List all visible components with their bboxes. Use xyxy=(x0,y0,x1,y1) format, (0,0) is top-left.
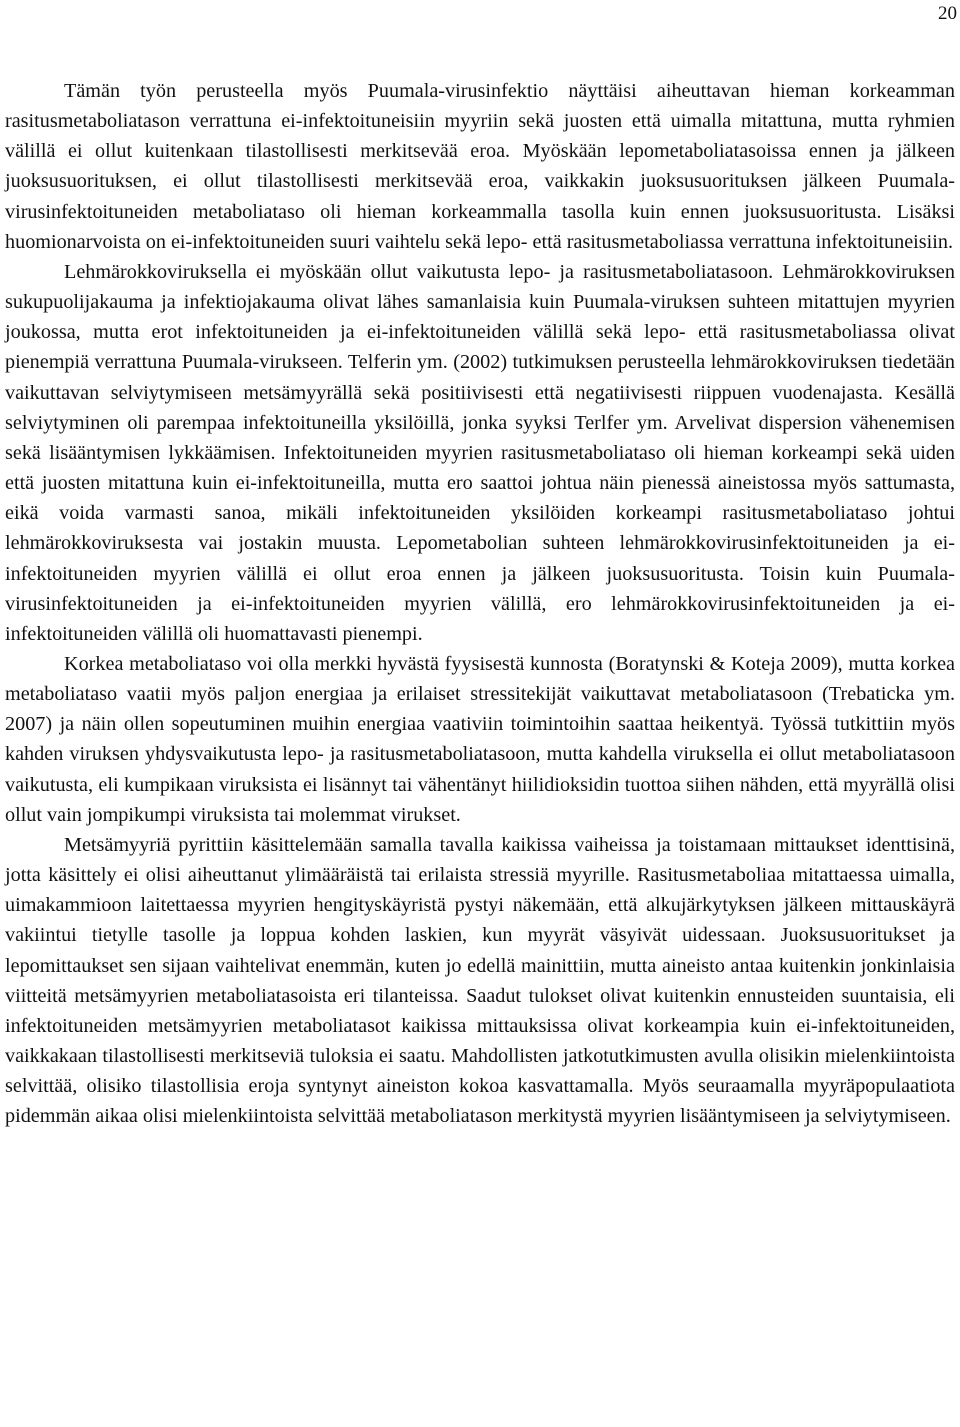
paragraph-cowpox-results: Lehmärokkoviruksella ei myöskään ollut vaikutusta lepo- ja rasitusmetaboliatasoon. Lehmärokkoviruksen sukupuolijakauma ja infektiojakauma olivat lähes samanlaisia kuin Puumala-viruksen suhteen mitattujen myyrien joukossa, mutta erot infektoituneiden ja ei-infektoituneiden välillä sekä lepo- että rasitusmetaboliassa olivat pienempiä verrattuna Puumala-virukseen. Telferin ym. (2002) tutkimuksen perusteella lehmärokkoviruksen tiedetään vaikuttavan selviytymiseen metsämyyrällä sekä positiivisesti että negatiivisesti riippuen vuodenajasta. Kesällä selviytyminen oli parempaa infektoituneilla yksilöillä, jonka syyksi Terlfer ym. Arvelivat dispersion vähenemisen sekä lisääntymisen lykkäämisen. Infektoituneiden myyrien rasitusmetaboliataso oli hieman korkeampi sekä uiden että juosten mitattuna kuin ei-infektoituneilla, mutta ero saattoi johtua näin pienessä aineistossa myös sattumasta, eikä voida varmasti sanoa, mikäli infektoituneiden yksilöiden korkeampi rasitusmetaboliataso johtui lehmärokkoviruksesta vai jostakin muusta. Lepometabolian suhteen lehmärokkovirusinfektoituneiden ja ei-infektoituneiden myyrien välillä ei ollut eroa ennen ja jälkeen juoksusuoritusta. Toisin kuin Puumala-virusinfektoituneiden ja ei-infektoituneiden myyrien välillä, ero lehmärokkovirusinfektoituneiden ja ei-infektoituneiden välillä oli huomattavasti pienempi. xyxy=(5,260,955,645)
paragraph-methods-discussion: Metsämyyriä pyrittiin käsittelemään samalla tavalla kaikissa vaiheissa ja toistamaan mittaukset identtisinä, jotta käsittely ei olisi aiheuttanut ylimääräistä tai erilaista stressiä myyrille. Rasitusmetaboliaa mitattaessa uimalla, uimakammioon laitettaessa myyrien hengityskäyristä pystyi näkemään, että alkujärkytyksen jälkeen mittauskäyrä vakiintui tietylle tasolle ja loppua kohden laskien, kun myyrät väsyivät uidessaan. Juoksusuoritukset ja lepomittaukset sen sijaan vaihtelivat enemmän, kuten jo edellä mainittiin, mutta aineisto antaa kuitenkin jonkinlaisia viitteitä metsämyyrien metaboliatasoista eri tilanteissa. Saadut tulokset olivat kuitenkin ennusteiden suuntaisia, eli infektoituneiden metsämyyrien metaboliatasot kaikissa mittauksissa olivat korkeampia kuin ei-infektoituneiden, vaikkakaan tilastollisesti merkitseviä tuloksia ei saatu. Mahdollisten jatkotutkimusten avulla olisikin mielenkiintoista selvittää, olisiko tilastollisia eroja syntynyt aineiston kokoa kasvattamalla. Myös seuraamalla myyräpopulaatiota pidemmän aikaa olisi mielenkiintoista selvittää metaboliatason merkitystä myyrien lisääntymiseen ja selviytymiseen. xyxy=(5,833,955,1128)
paragraph-metabolic-level: Korkea metaboliataso voi olla merkki hyvästä fyysisestä kunnosta (Boratynski & Koteja 2009), mutta korkea metaboliataso vaatii myös paljon energiaa ja erilaiset stressitekijät vaikuttavat metaboliatasoon (Trebaticka ym. 2007) ja näin ollen sopeutuminen muihin energiaa vaativiin toimintoihin saattaa heikentyä. Työssä tutkittiin myös kahden viruksen yhdysvaikutusta lepo- ja rasitusmetaboliatasoon, mutta kahdella viruksella ei ollut metaboliatasoon vaikutusta, eli kumpikaan viruksista ei lisännyt tai vähentänyt hiilidioksidin tuottoa siihen nähden, että myyrällä olisi ollut vain jompikumpi viruksista tai molemmat virukset. xyxy=(5,652,955,826)
page-number: 20 xyxy=(938,3,957,24)
paragraph-puumala-results: Tämän työn perusteella myös Puumala-virusinfektio näyttäisi aiheuttavan hieman korkeamman rasitusmetaboliatason verrattuna ei-infektoituneisiin myyriin sekä juosten että uimalla mitattuna, mutta ryhmien välillä ei ollut kuitenkaan tilastollisesti merkitsevää eroa. Myöskään lepometaboliatasoissa ennen ja jälkeen juoksusuorituksen, ei ollut tilastollisesti merkitsevää eroa, vaikkakin juoksusuorituksen jälkeen Puumala-virusinfektoituneiden metaboliataso oli hieman korkeammalla tasolla kuin ennen juoksusuoritusta. Lisäksi huomionarvoista on ei-infektoituneiden suuri vaihtelu sekä lepo- että rasitusmetaboliassa verrattuna infektoituneisiin. xyxy=(5,80,955,253)
body-text xyxy=(5,76,955,1131)
